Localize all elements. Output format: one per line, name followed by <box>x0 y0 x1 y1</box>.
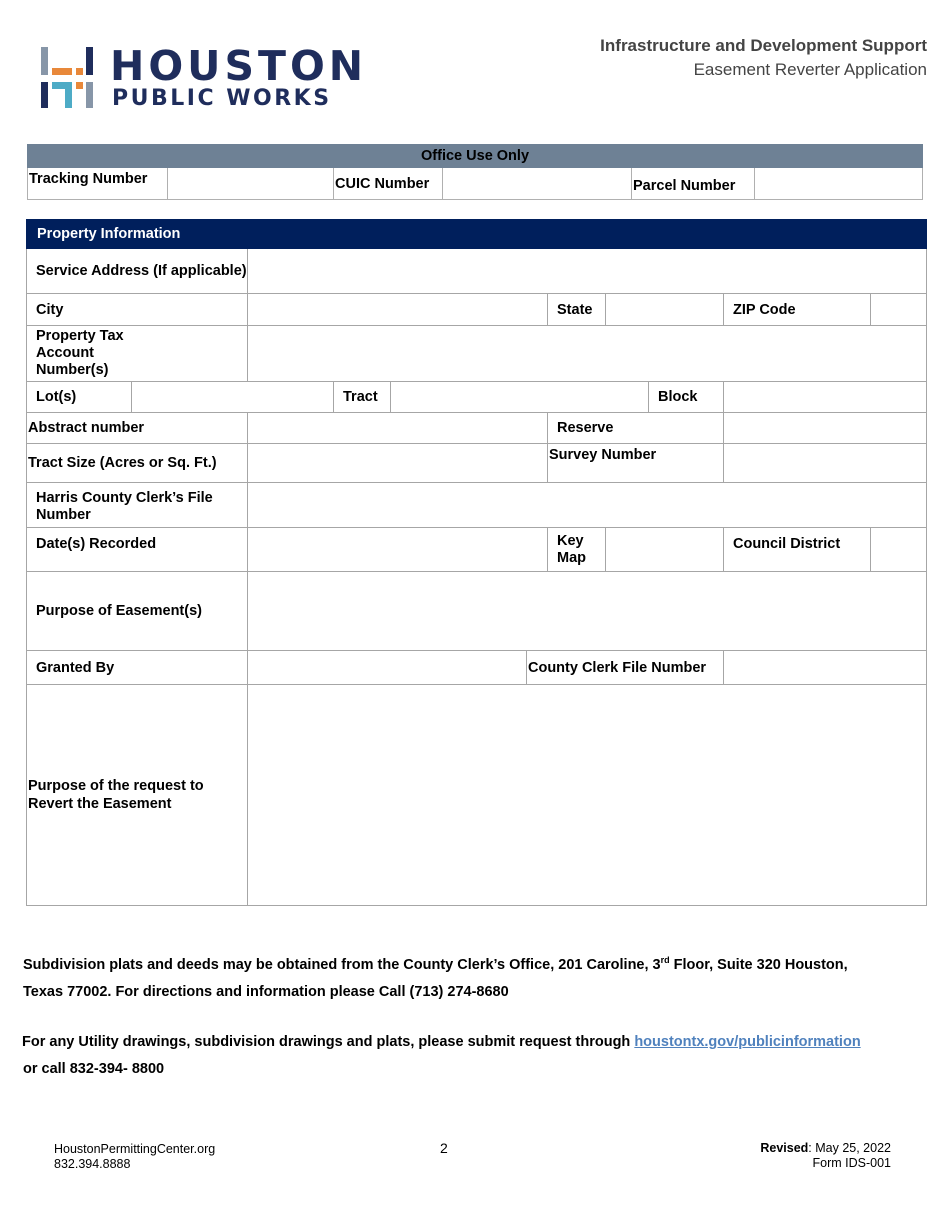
key-map-label: Key Map <box>548 528 606 572</box>
county-clerk-file-field[interactable] <box>724 651 927 685</box>
block-label: Block <box>649 382 724 413</box>
reserve-field[interactable] <box>724 413 927 444</box>
abstract-number-label: Abstract number <box>27 413 248 444</box>
dates-recorded-label: Date(s) Recorded <box>27 528 248 572</box>
tax-account-label: Property Tax Account Number(s) <box>27 326 248 382</box>
houston-public-works-logo <box>40 42 368 114</box>
logo-houston-text: HOUSTON <box>110 42 368 90</box>
property-info-table <box>26 219 927 906</box>
page-number: 2 <box>440 1140 448 1156</box>
logo-mark-icon <box>40 44 102 110</box>
abstract-number-field[interactable] <box>248 413 548 444</box>
purpose-easement-label: Purpose of Easement(s) <box>27 572 248 651</box>
tax-account-field[interactable] <box>248 326 927 382</box>
clerk-file-number-field[interactable] <box>248 483 927 528</box>
survey-number-label: Survey Number <box>548 444 724 483</box>
cuic-number-label: CUIC Number <box>334 168 443 200</box>
service-address-field[interactable] <box>248 249 927 294</box>
block-field[interactable] <box>724 382 927 413</box>
logo-public-works-text: PUBLIC WORKS <box>112 86 332 111</box>
granted-by-label: Granted By <box>27 651 248 685</box>
tracking-number-label: Tracking Number <box>28 168 168 200</box>
footer-contact <box>54 1142 215 1172</box>
office-use-table <box>27 144 923 200</box>
utility-drawings-note: For any Utility drawings, subdivision drawings and plats, please submit request through houstontx.gov/publicinformation or call 832-394- 8800 <box>22 1034 861 1077</box>
lots-label: Lot(s) <box>27 382 132 413</box>
zip-code-label: ZIP Code <box>724 294 871 326</box>
tract-size-field[interactable] <box>248 444 548 483</box>
footer-website: HoustonPermittingCenter.org <box>54 1142 216 1156</box>
service-address-label: Service Address (If applicable) <box>27 249 248 294</box>
survey-number-field[interactable] <box>724 444 927 483</box>
reserve-label: Reserve <box>548 413 724 444</box>
county-clerk-file-label: County Clerk File Number <box>527 651 724 685</box>
footer-revision: Revised: May 25, 2022 Form IDS-001 <box>760 1141 891 1170</box>
property-info-title: Property Information <box>27 220 927 249</box>
key-map-field[interactable] <box>606 528 724 572</box>
tract-field[interactable] <box>391 382 649 413</box>
dates-recorded-field[interactable] <box>248 528 548 572</box>
purpose-revert-label: Purpose of the request to Revert the Easement <box>27 685 248 906</box>
city-field[interactable] <box>248 294 548 326</box>
granted-by-field[interactable] <box>248 651 527 685</box>
state-field[interactable] <box>606 294 724 326</box>
council-district-field[interactable] <box>871 528 927 572</box>
city-label: City <box>27 294 248 326</box>
tracking-number-field[interactable] <box>168 168 334 200</box>
public-information-link[interactable]: houstontx.gov/publicinformation <box>634 1034 861 1050</box>
parcel-number-label: Parcel Number <box>632 168 755 200</box>
zip-code-field[interactable] <box>871 294 927 326</box>
parcel-number-field[interactable] <box>755 168 923 200</box>
tract-label: Tract <box>334 382 391 413</box>
lots-field[interactable] <box>132 382 334 413</box>
purpose-revert-field[interactable] <box>248 685 927 906</box>
county-clerk-note: Subdivision plats and deeds may be obtained from the County Clerk’s Office, 201 Caroline, 3rd Floor, Suite 320 Houston, Texas 77002. For directions and information please Call (713) 274-8680 <box>23 955 848 1000</box>
council-district-label: Council District <box>724 528 871 572</box>
clerk-file-number-label: Harris County Clerk’s File Number <box>27 483 248 528</box>
form-number: Form IDS-001 <box>812 1156 891 1170</box>
form-title: Easement Reverter Application <box>693 60 927 79</box>
office-use-title: Office Use Only <box>28 145 923 168</box>
tract-size-label: Tract Size (Acres or Sq. Ft.) <box>27 444 248 483</box>
purpose-easement-field[interactable] <box>248 572 927 651</box>
department-title: Infrastructure and Development Support <box>600 36 927 55</box>
cuic-number-field[interactable] <box>443 168 632 200</box>
state-label: State <box>548 294 606 326</box>
footer-phone: 832.394.8888 <box>54 1157 131 1171</box>
